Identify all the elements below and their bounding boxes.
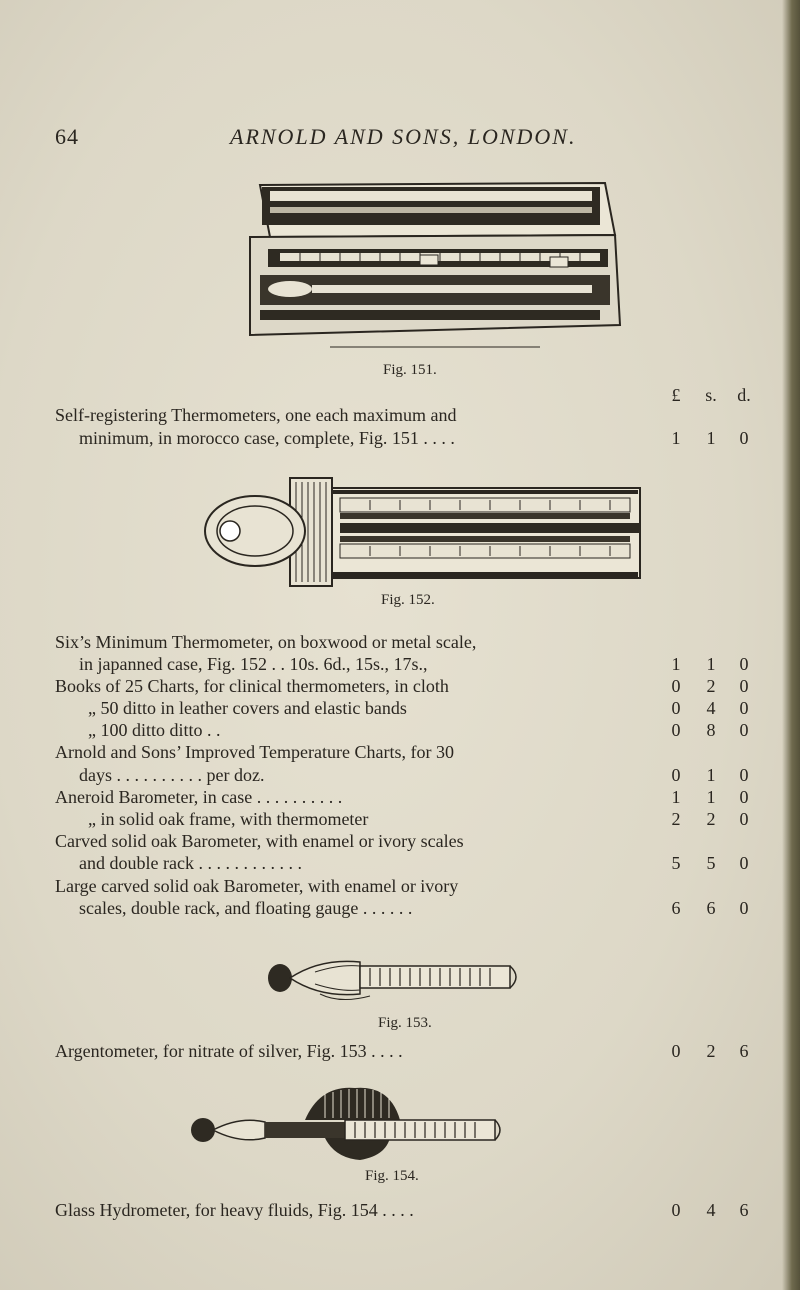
- fig-153-caption: Fig. 153.: [378, 1015, 432, 1031]
- entry-text: days . . . . . . . . . . per doz.: [79, 765, 265, 785]
- entry-text: in japanned case, Fig. 152 . . 10s. 6d., 15s., 17s.,: [79, 654, 428, 674]
- fig-154-caption: Fig. 154.: [365, 1168, 419, 1184]
- page-title: ARNOLD AND SONS, LONDON.: [230, 124, 577, 149]
- entry-text: Six’s Minimum Thermometer, on boxwood or metal scale,: [55, 632, 477, 652]
- entry-text: „ 50 ditto in leather covers and elastic bands: [88, 698, 407, 718]
- shillings-label: s.: [705, 385, 717, 405]
- entry-text: scales, double rack, and floating gauge . . . . . .: [79, 898, 413, 918]
- entry-text: Books of 25 Charts, for clinical thermometers, in cloth: [55, 676, 449, 696]
- entry-text: Arnold and Sons’ Improved Temperature Charts, for 30: [55, 742, 454, 762]
- entry-text: Aneroid Barometer, in case . . . . . . . . . .: [55, 787, 343, 807]
- entry-text: Argentometer, for nitrate of silver, Fig. 153 . . . .: [55, 1041, 403, 1061]
- entry-text: Large carved solid oak Barometer, with enamel or ivory: [55, 876, 459, 896]
- pence-label: d.: [737, 385, 751, 405]
- pounds-symbol: £: [671, 385, 681, 405]
- page-number: 64: [55, 124, 79, 149]
- entry-text: minimum, in morocco case, complete, Fig. 151 . . . .: [79, 428, 455, 448]
- catalogue-page: 64 ARNOLD AND SONS, LONDON. Fig. 151. £ s. d. Self-registering Thermometers, one each maximum and minimum, in morocco case, complete, Fig. 151 . . . . 1 1 0 Fig. 152. Six’s Minimum Thermometer, on boxwood or metal scale, in japanned case, Fig. 152 . . 10s. 6d., 15s., 17s., 1 1 0 Books of 25 Charts, for clinical thermometers, in cloth 0 2 0 „ 50 ditto in leather covers and elastic bands 0 4 0 „ 100 ditto ditto . . 0 8 0 Arnold and Sons’ Improved Temperature Charts, for 30 days . . . . . . . . . . per doz. 0 1 0 Aneroid Barometer, in case . . . . . . . . . . 1 1 0 „ in solid oak frame, with thermometer 2 2 0 Carved solid oak Barometer, with enamel or ivory scales and double rack . . . . . . . . . . . . 5 5 0 Large carved solid oak Barometer, with enamel or ivory scales, double rack, and floating gauge . . . . . . 6 6 0 Fig. 153. Argentometer, for nitrate of silver, Fig. 153 . . . . 0 2 6 Fig. 154. Glass Hydrometer, for heavy fluids, Fig. 154 . . . . 0 4 6: [0, 0, 800, 1290]
- fig-151-caption: Fig. 151.: [383, 362, 437, 378]
- entry-text: „ 100 ditto ditto . .: [88, 720, 221, 740]
- page-edge-shadow: [782, 0, 800, 1290]
- entry-text: „ in solid oak frame, with thermometer: [88, 809, 369, 829]
- entry-text: Carved solid oak Barometer, with enamel or ivory scales: [55, 831, 464, 851]
- entry-text: Self-registering Thermometers, one each maximum and: [55, 405, 457, 425]
- fig-151-illustration: [220, 175, 630, 355]
- fig-154-illustration: [185, 1080, 505, 1162]
- fig-153-illustration: [260, 950, 525, 1008]
- fig-152-caption: Fig. 152.: [381, 592, 435, 608]
- fig-152-illustration: [200, 470, 650, 588]
- entry-text: Glass Hydrometer, for heavy fluids, Fig. 154 . . . .: [55, 1200, 414, 1220]
- entry-text: and double rack . . . . . . . . . . . .: [79, 853, 302, 873]
